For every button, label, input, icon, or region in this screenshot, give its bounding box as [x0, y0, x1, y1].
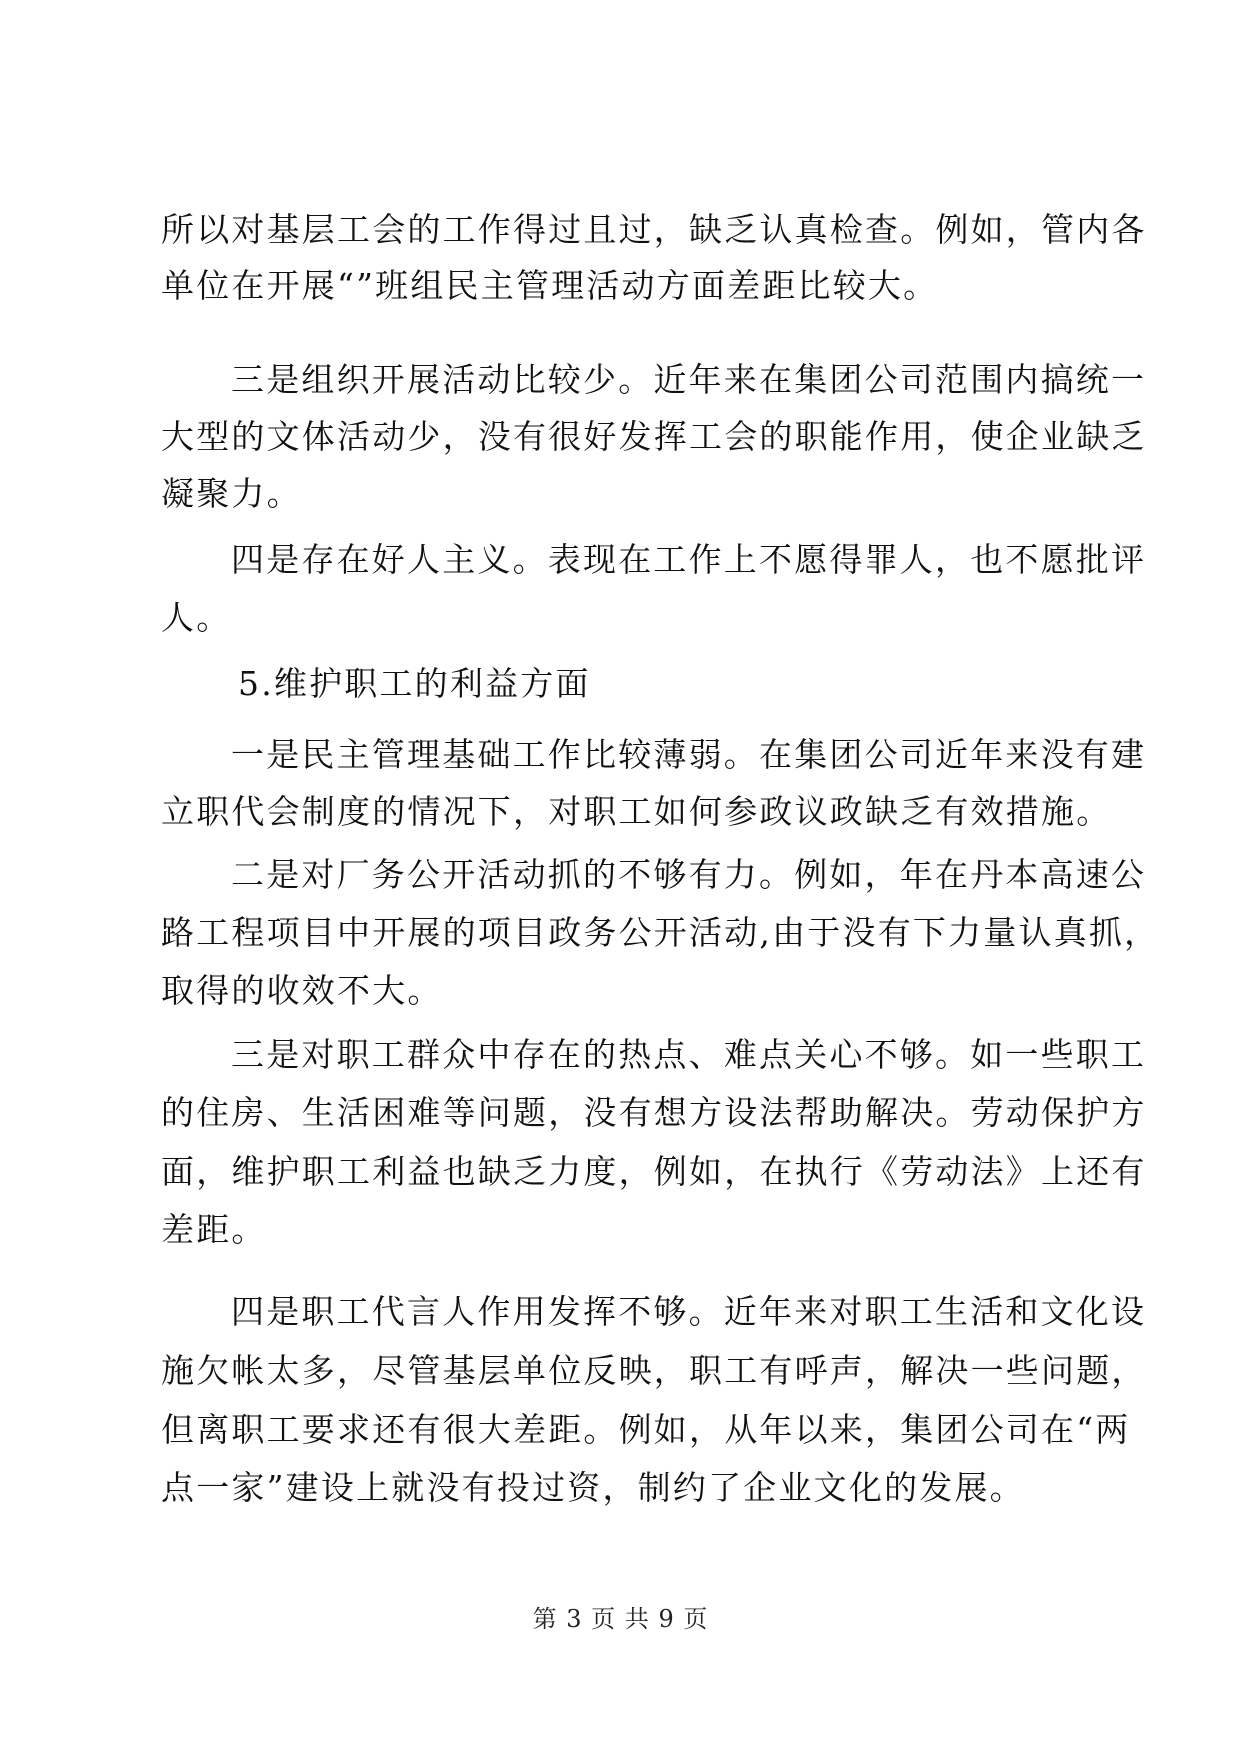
paragraph-line: 三是对职工群众中存在的热点、难点关心不够。如一些职工 — [231, 1035, 1147, 1074]
paragraph-line: 四是职工代言人作用发挥不够。近年来对职工生活和文化设 — [231, 1292, 1147, 1331]
paragraph-line: 凝聚力。 — [161, 474, 302, 513]
paragraph-line: 人。 — [161, 598, 232, 637]
page-number-footer: 第 3 页 共 9 页 — [532, 1605, 709, 1633]
paragraph-line: 一是民主管理基础工作比较薄弱。在集团公司近年来没有建 — [231, 735, 1147, 774]
paragraph-line: 但离职工要求还有很大差距。例如，从年以来，集团公司在“两 — [161, 1410, 1131, 1449]
paragraph-line: 大型的文体活动少，没有很好发挥工会的职能作用，使企业缺乏 — [161, 417, 1147, 456]
paragraph-line: 三是组织开展活动比较少。近年来在集团公司范围内搞统一 — [231, 360, 1147, 399]
paragraph-line: 施欠帐太多，尽管基层单位反映，职工有呼声，解决一些问题， — [161, 1351, 1147, 1390]
paragraph-line: 的住房、生活困难等问题，没有想方设法帮助解决。劳动保护方 — [161, 1093, 1147, 1132]
paragraph-line: 取得的收效不大。 — [161, 971, 443, 1010]
paragraph-line: 面，维护职工利益也缺乏力度，例如，在执行《劳动法》上还有 — [161, 1152, 1147, 1191]
paragraph-line: 单位在开展“”班组民主管理活动方面差距比较大。 — [161, 266, 939, 305]
paragraph-line: 差距。 — [161, 1210, 267, 1249]
paragraph-line: 路工程项目中开展的项目政务公开活动,由于没有下力量认真抓， — [161, 913, 1160, 952]
paragraph-line: 点一家”建设上就没有投过资，制约了企业文化的发展。 — [161, 1468, 1025, 1507]
paragraph-line: 所以对基层工会的工作得过且过，缺乏认真检查。例如，管内各 — [161, 210, 1147, 249]
paragraph-line: 二是对厂务公开活动抓的不够有力。例如，年在丹本高速公 — [231, 855, 1147, 894]
section-heading: 5.维护职工的利益方面 — [238, 664, 591, 703]
paragraph-line: 立职代会制度的情况下，对职工如何参政议政缺乏有效措施。 — [161, 792, 1112, 831]
paragraph-line: 四是存在好人主义。表现在工作上不愿得罪人，也不愿批评 — [231, 540, 1147, 579]
